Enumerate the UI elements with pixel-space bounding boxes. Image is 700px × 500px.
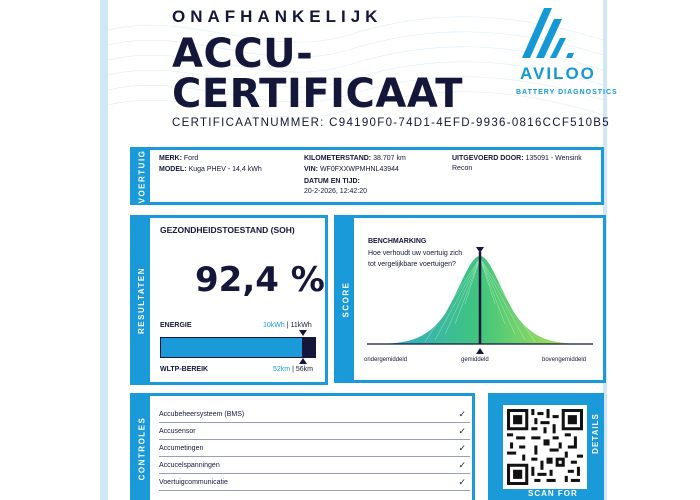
results-tab: RESULTATEN [133,218,150,382]
date-label: DATUM EN TIJD: [304,178,360,185]
certificate-number: CERTIFICAATNUMMER: C94190F0-74D1-4EFD-9936-0816CCF510B5 [172,117,610,129]
title-line-1: ACCU- [172,31,314,77]
control-item-label: Voertuigcommunicatie [159,479,228,486]
soh-bar-end [302,338,315,357]
date-row [304,177,367,197]
control-item-label: Accusensor [159,428,196,435]
performed-label: UITGEVOERD DOOR: [452,155,524,162]
date-value: 20-2-2026, 12:42:20 [304,188,368,195]
qr-side-label: DETAILS [591,413,601,454]
soh-bar-fill [161,338,303,357]
vin-label: VIN: [304,166,318,173]
axis-label-high: bovengemiddeld [542,357,587,363]
wltp-values: 52km | 56km [273,366,313,373]
checkmark-icon: ✓ [458,443,466,453]
axis-label-low: ondergemiddeld [364,357,408,363]
control-item [159,457,470,474]
document-subtitle: ONAFHANKELIJK [172,7,383,26]
control-item [159,474,470,491]
model-value: Kuga PHEV - 14,4 kWh [188,166,262,173]
qr-scan-label: SCAN FOR [528,489,578,498]
control-item [159,423,470,440]
benchmark-title: BENCHMARKING [368,238,427,245]
wltp-current: 52km [273,366,291,373]
document-title [172,31,464,117]
qr-code-graphic [507,409,583,485]
mileage-value: 38.707 km [373,155,406,162]
brand-row [159,154,198,164]
control-item-label: Accucelspanningen [159,462,220,469]
brand-label: MERK: [159,155,182,162]
aviloo-logo-icon [512,5,604,100]
energy-current: 10kWh [263,322,285,329]
checkmark-icon: ✓ [458,460,466,470]
model-row [159,165,262,175]
checkmark-icon: ✓ [458,477,466,487]
qr-code-icon[interactable] [503,405,587,489]
benchmark-bottom-marker-icon [476,348,484,354]
energy-total: 11kWh [290,322,312,329]
vin-row [304,165,399,175]
score-tab: SCORE [337,218,354,380]
axis-label-mid: gemiddeld [461,357,489,363]
energy-values: 10kWh | 11kWh [263,322,312,329]
model-label: MODEL: [159,166,187,173]
benchmark-question: Hoe verhoudt uw voertuig zich tot vergelijkbare voertuigen? [368,250,463,268]
controls-tab: CONTROLES [133,396,150,500]
vin-value: WF0FXXWPMHNL43944 [319,166,399,173]
wltp-label: WLTP-BEREIK [160,366,209,373]
energy-marker-icon [299,330,307,336]
left-decor-band [100,0,108,500]
mileage-row [304,154,406,164]
logo-wordmark: AVILOO [520,64,596,83]
control-item-label: Accumetingen [159,445,204,452]
qr-panel[interactable] [488,393,604,500]
benchmark-top-marker-icon [476,247,484,253]
wltp-marker-icon [299,358,307,364]
performed-value: 135091 - Wensink Recon [452,155,582,172]
score-panel [334,215,606,383]
soh-title: GEZONDHEIDSTOESTAND (SOH) [160,225,295,235]
checkmark-icon: ✓ [458,409,466,419]
vehicle-panel [130,147,604,205]
control-item [159,440,470,457]
performed-row [452,154,582,174]
control-item-label: Accubeheersysteem (BMS) [159,411,245,418]
wltp-total: 56km [295,366,313,373]
control-item [159,406,470,423]
checkmark-icon: ✓ [458,426,466,436]
soh-bar [160,337,316,358]
title-line-2: CERTIFICAAT [172,71,464,117]
energy-label: ENERGIE [160,322,192,329]
brand-value: Ford [183,155,199,162]
results-panel [130,215,328,385]
logo-tagline: BATTERY DIAGNOSTICS [516,89,618,96]
vehicle-tab: VOERTUIG [133,150,150,202]
mileage-label: KILOMETERSTAND: [304,155,372,162]
soh-value: 92,4 % [195,260,325,300]
controls-panel [130,393,475,500]
